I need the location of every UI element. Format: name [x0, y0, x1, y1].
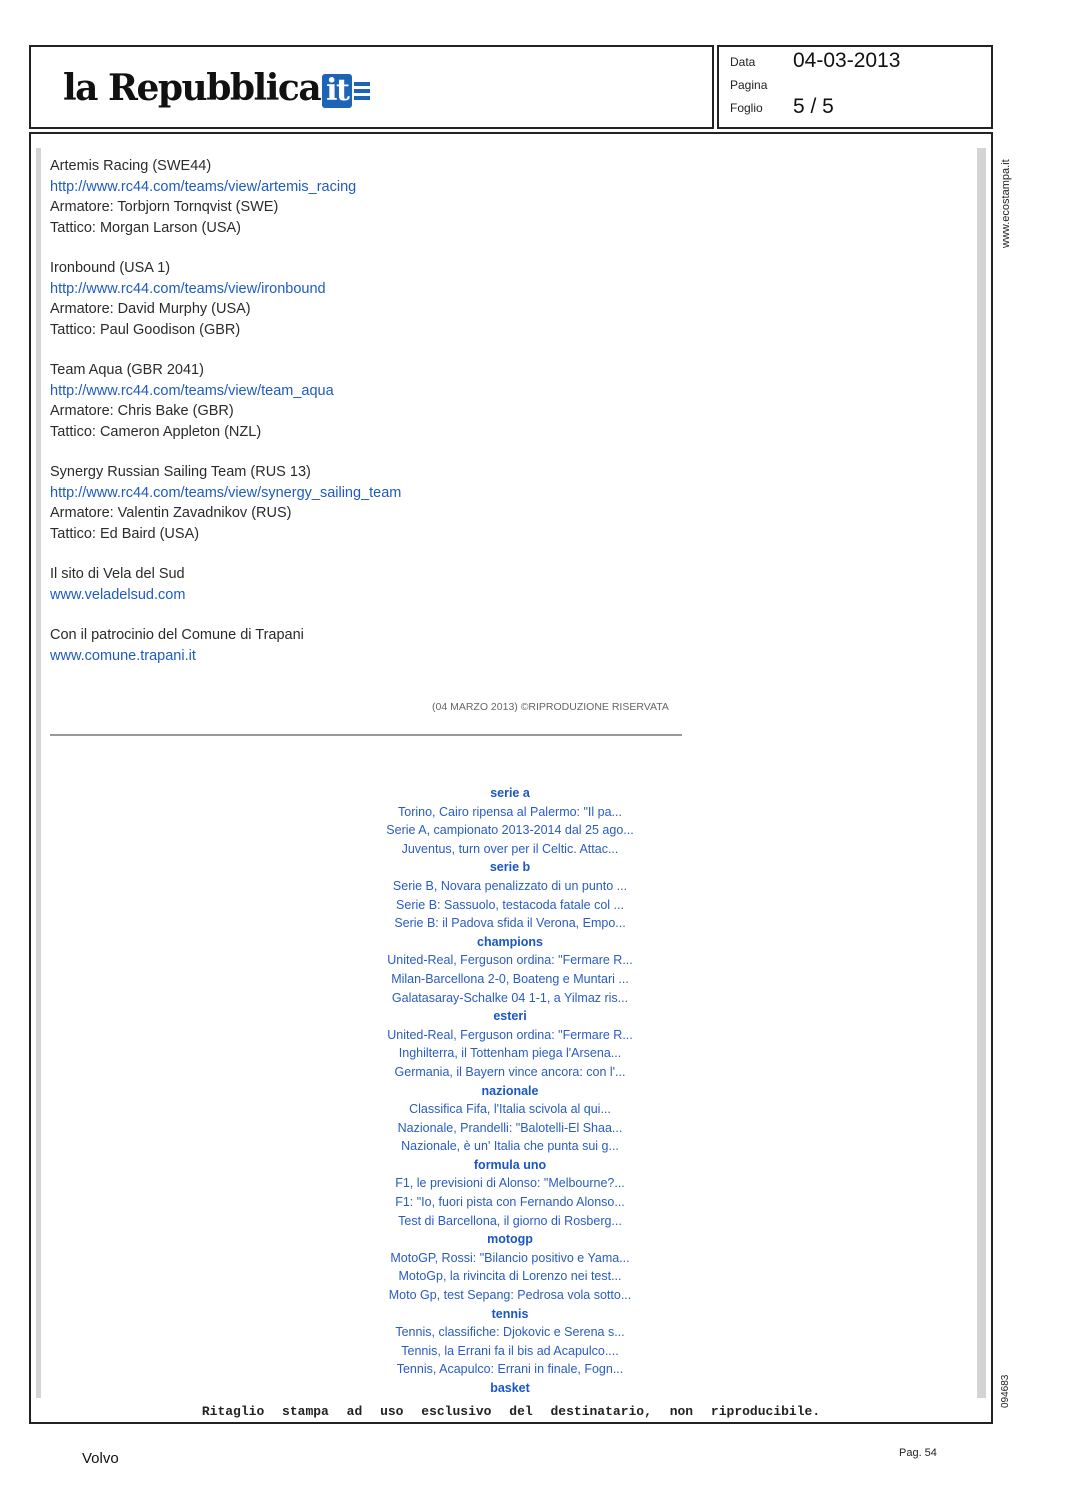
team-block — [50, 360, 690, 442]
news-category[interactable]: formula uno — [473, 1157, 547, 1172]
news-link[interactable]: United-Real, Ferguson ordina: "Fermare R... — [387, 953, 633, 968]
watermark: www.ecostampa.it — [1000, 159, 1012, 248]
copyright-notice: (04 MARZO 2013) ©RIPRODUZIONE RISERVATA — [432, 701, 669, 713]
news-link[interactable]: Classifica Fifa, l'Italia scivola al qui... — [409, 1102, 611, 1117]
team-block — [50, 258, 690, 340]
team-tactician: Tattico: Morgan Larson (USA) — [50, 219, 241, 236]
date-value: 04-03-2013 — [793, 49, 901, 72]
team-block — [50, 462, 690, 544]
meta-box — [717, 45, 993, 129]
patron-block — [50, 625, 690, 666]
news-link[interactable]: United-Real, Ferguson ordina: "Fermare R... — [387, 1027, 633, 1042]
news-link[interactable]: Tennis, classifiche: Djokovic e Serena s... — [395, 1325, 625, 1340]
news-link[interactable]: Serie B: il Padova sfida il Verona, Empo... — [394, 916, 626, 931]
related-news — [340, 784, 680, 1398]
newspaper-logo — [63, 67, 370, 109]
news-link[interactable]: Test di Barcellona, il giorno di Rosberg... — [398, 1213, 622, 1228]
team-owner: Armatore: Torbjorn Tornqvist (SWE) — [50, 199, 279, 215]
team-list — [50, 156, 690, 544]
clipping-notice: Ritaglio stampa ad uso esclusivo del destinatario, non riproducibile. — [201, 1404, 821, 1419]
separator — [50, 734, 682, 736]
team-link[interactable]: http://www.rc44.com/teams/view/synergy_sailing_team — [50, 484, 402, 501]
news-category[interactable]: champions — [477, 934, 543, 949]
news-link[interactable]: Torino, Cairo ripensa al Palermo: "Il pa... — [398, 804, 622, 819]
news-link[interactable]: F1, le previsioni di Alonso: "Melbourne?... — [395, 1176, 625, 1191]
team-name: Team Aqua (GBR 2041) — [50, 362, 204, 378]
news-category[interactable]: motogp — [487, 1232, 533, 1247]
news-category[interactable]: serie a — [490, 786, 530, 800]
news-link[interactable]: F1: "Io, fuori pista con Fernando Alonso... — [395, 1195, 625, 1210]
news-link[interactable]: Moto Gp, test Sepang: Pedrosa vola sotto... — [388, 1288, 632, 1303]
team-name: Ironbound (USA 1) — [50, 260, 171, 276]
news-category[interactable]: tennis — [491, 1306, 529, 1321]
logo-suffix: it — [322, 74, 352, 108]
news-link[interactable]: Galatasaray-Schalke 04 1-1, a Yilmaz ris... — [391, 990, 629, 1005]
team-tactician: Tattico: Paul Goodison (GBR) — [50, 321, 241, 338]
site-block — [50, 564, 690, 605]
news-link[interactable]: Tennis, la Errani fa il bis ad Acapulco.... — [401, 1343, 619, 1358]
logo-box — [29, 45, 714, 129]
news-link[interactable]: Tennis, Acapulco: Errani in finale, Fogn... — [396, 1362, 624, 1377]
logo-stripes-icon — [354, 79, 370, 103]
news-link[interactable]: Serie B: Sassuolo, testacoda fatale col ... — [396, 897, 624, 912]
news-category[interactable]: nazionale — [481, 1083, 539, 1098]
news-link[interactable]: Serie A, campionato 2013-2014 dal 25 ago... — [386, 823, 634, 838]
site-label: Il sito di Vela del Sud — [50, 566, 185, 582]
news-link[interactable]: MotoGP, Rossi: "Bilancio positivo e Yama... — [390, 1250, 630, 1265]
team-tactician: Tattico: Cameron Appleton (NZL) — [50, 423, 262, 440]
news-link[interactable]: Juventus, turn over per il Celtic. Attac... — [401, 841, 619, 856]
article-body — [50, 156, 690, 686]
sheet-label: Foglio — [730, 101, 763, 115]
site-link[interactable]: www.veladelsud.com — [50, 586, 186, 603]
news-link[interactable]: Milan-Barcellona 2-0, Boateng e Muntari ... — [391, 971, 629, 986]
news-link[interactable]: Nazionale, è un' Italia che punta sui g... — [401, 1139, 619, 1154]
page-number: Pag. 54 — [899, 1447, 937, 1459]
team-name: Synergy Russian Sailing Team (RUS 13) — [50, 464, 311, 480]
news-link[interactable]: Germania, il Bayern vince ancora: con l'... — [394, 1064, 626, 1079]
news-link[interactable]: MotoGp, la rivincita di Lorenzo nei test... — [398, 1269, 622, 1284]
client-name: Volvo — [82, 1450, 119, 1467]
team-tactician: Tattico: Ed Baird (USA) — [50, 525, 200, 542]
news-category[interactable]: serie b — [489, 860, 531, 875]
news-category[interactable]: esteri — [493, 1009, 527, 1024]
news-category[interactable]: basket — [490, 1381, 530, 1395]
right-scroll-rule — [977, 148, 986, 1398]
news-link[interactable]: Nazionale, Prandelli: "Balotelli-El Shaa... — [397, 1120, 623, 1135]
team-owner: Armatore: Chris Bake (GBR) — [50, 403, 234, 419]
page-label: Pagina — [730, 78, 768, 92]
left-scroll-rule — [36, 148, 41, 1398]
team-owner: Armatore: Valentin Zavadnikov (RUS) — [50, 505, 292, 521]
news-link[interactable]: Inghilterra, il Tottenham piega l'Arsena... — [398, 1046, 622, 1061]
team-name: Artemis Racing (SWE44) — [50, 158, 212, 174]
team-owner: Armatore: David Murphy (USA) — [50, 301, 251, 317]
patron-label: Con il patrocinio del Comune di Trapani — [50, 627, 304, 643]
document-code: 094683 — [1000, 1374, 1011, 1408]
team-link[interactable]: http://www.rc44.com/teams/view/team_aqua — [50, 382, 334, 399]
team-link[interactable]: http://www.rc44.com/teams/view/artemis_racing — [50, 178, 357, 195]
date-label: Data — [730, 55, 756, 69]
logo-text: la Repubblica — [63, 67, 321, 109]
patron-link[interactable]: www.comune.trapani.it — [50, 647, 196, 664]
team-block — [50, 156, 690, 238]
sheet-value: 5 / 5 — [793, 95, 834, 118]
team-link[interactable]: http://www.rc44.com/teams/view/ironbound — [50, 280, 326, 297]
news-link[interactable]: Serie B, Novara penalizzato di un punto ... — [392, 878, 628, 893]
